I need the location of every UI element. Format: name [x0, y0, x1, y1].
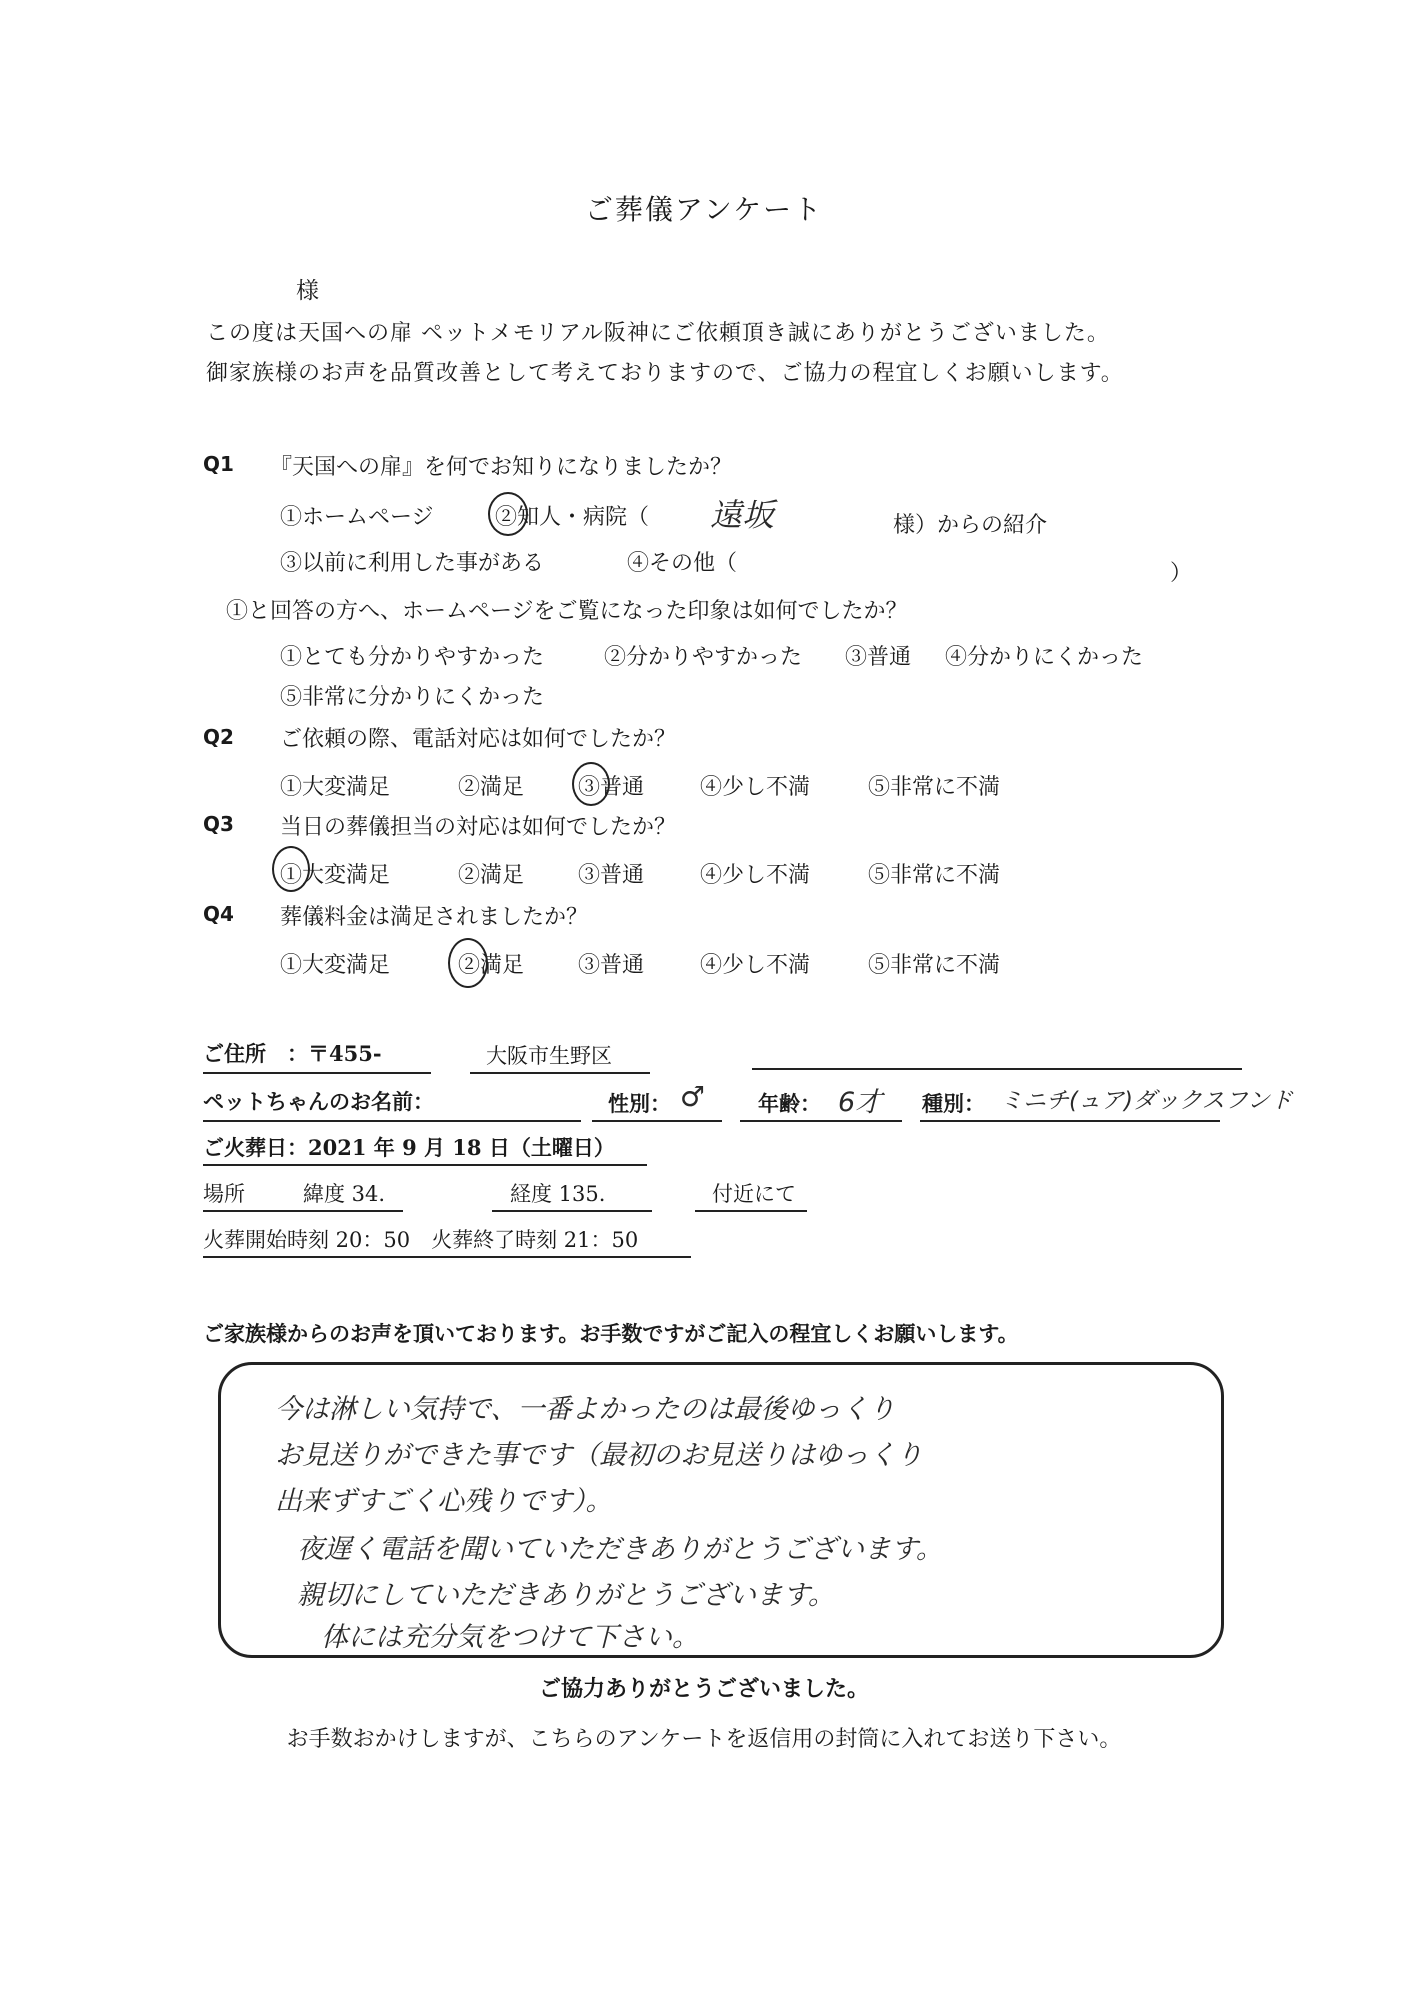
- q4-option-4[interactable]: ④少し不満: [700, 953, 811, 978]
- age-underline: [740, 1120, 902, 1122]
- comment-line-5: 親切にしていただきありがとうございます。: [297, 1580, 835, 1611]
- closing-instruction: お手数おかけしますが、こちらのアンケートを返信用の封筒に入れてお送り下さい。: [286, 1727, 1122, 1752]
- address-value-underline: [470, 1072, 650, 1074]
- q1-sub-option-1[interactable]: ①とても分かりやすかった: [280, 645, 545, 670]
- q1-sub-option-3[interactable]: ③普通: [845, 645, 912, 670]
- q1-number: Q1: [203, 452, 234, 476]
- q2-question: ご依頼の際、電話対応は如何でしたか？: [280, 727, 677, 752]
- q1-option-2[interactable]: ②知人・病院（: [495, 505, 650, 530]
- comment-line-4: 夜遅く電話を聞いていただきありがとうございます。: [297, 1534, 943, 1565]
- breed-value-handwriting[interactable]: ミニチ(ュア)ダックスフンド: [1000, 1088, 1293, 1114]
- breed-underline: [920, 1120, 1220, 1122]
- pet-name-label: ペットちゃんのお名前：: [203, 1089, 434, 1114]
- thanks-message: ご協力ありがとうございました。: [538, 1676, 869, 1702]
- q1-sub-option-4[interactable]: ④分かりにくかった: [945, 645, 1144, 670]
- intro-line-1: この度は天国への扉 ペットメモリアル阪神にご依頼頂き誠にありがとうございました。: [206, 321, 1110, 346]
- comment-line-3: 出来ずすごく心残りです）。: [275, 1486, 613, 1517]
- q3-option-5[interactable]: ⑤非常に不満: [868, 863, 1001, 888]
- salutation: 様: [296, 278, 319, 304]
- q2-option-5[interactable]: ⑤非常に不満: [868, 775, 1001, 800]
- q2-option-2[interactable]: ②満足: [458, 775, 525, 800]
- age-label: 年齢：: [758, 1091, 821, 1116]
- nearby-underline: [695, 1210, 807, 1212]
- form-title: ご葬儀アンケート: [584, 193, 824, 226]
- comments-prompt: ご家族様からのお声を頂いております。お手数ですがご記入の程宜しくお願いします。: [203, 1321, 1019, 1346]
- q1-sub-question: ①と回答の方へ、ホームページをご覧になった印象は如何でしたか？: [226, 599, 908, 624]
- q4-option-2[interactable]: ②満足: [458, 953, 525, 978]
- comment-line-1: 今は淋しい気持で、一番よかったのは最後ゆっくり: [275, 1394, 896, 1425]
- q2-option-3[interactable]: ③普通: [578, 775, 645, 800]
- nearby-text: 付近にて: [712, 1182, 796, 1206]
- q1-option-4-close: ）: [1170, 561, 1193, 586]
- q1-option-1[interactable]: ①ホームページ: [280, 505, 434, 530]
- q4-option-3[interactable]: ③普通: [578, 953, 645, 978]
- q4-option-5[interactable]: ⑤非常に不満: [868, 953, 1001, 978]
- comment-line-2: お見送りができた事です（最初のお見送りはゆっくり: [275, 1440, 923, 1471]
- q4-selection-circle: [448, 938, 488, 988]
- q1-option-4[interactable]: ④その他（: [627, 551, 738, 576]
- q1-sub-option-2[interactable]: ②分かりやすかった: [604, 645, 803, 670]
- breed-label: 種別：: [922, 1091, 985, 1116]
- address-label-underline: [203, 1072, 431, 1074]
- q4-number: Q4: [203, 902, 234, 926]
- q3-option-1[interactable]: ①大変満足: [280, 863, 391, 888]
- age-value-handwriting[interactable]: 6才: [838, 1087, 883, 1118]
- q1-referrer-handwriting: 遠坂: [710, 496, 775, 534]
- q3-selection-circle: [272, 846, 310, 892]
- place-label: 場所: [203, 1182, 245, 1206]
- q3-option-4[interactable]: ④少し不満: [700, 863, 811, 888]
- comments-box[interactable]: [218, 1362, 1224, 1658]
- q1-selection-circle: [488, 492, 528, 536]
- cremation-date: ご火葬日：2021 年 9 月 18 日（土曜日）: [203, 1135, 615, 1160]
- latitude: 緯度 34.: [303, 1182, 386, 1206]
- cremation-times: 火葬開始時刻 20：50 火葬終了時刻 21：50: [203, 1228, 639, 1252]
- address-label: ご住所 ：〒455-: [203, 1041, 382, 1066]
- comment-line-6: 体には充分気をつけて下さい。: [321, 1622, 699, 1653]
- longitude: 経度 135.: [510, 1182, 606, 1206]
- cremation-date-underline: [203, 1164, 647, 1166]
- q1-option-2-suffix: 様）からの紹介: [893, 513, 1048, 538]
- q3-number: Q3: [203, 812, 234, 836]
- pet-name-underline: [203, 1120, 581, 1122]
- intro-line-2: 御家族様のお声を品質改善として考えておりますので、ご協力の程宜しくお願いします。: [206, 361, 1124, 386]
- cremation-times-underline: [203, 1256, 691, 1258]
- address-extra-underline: [752, 1068, 1242, 1070]
- latitude-underline: [203, 1210, 403, 1212]
- q1-option-3[interactable]: ③以前に利用した事がある: [280, 551, 545, 576]
- q3-option-2[interactable]: ②満足: [458, 863, 525, 888]
- q2-option-1[interactable]: ①大変満足: [280, 775, 391, 800]
- q4-option-1[interactable]: ①大変満足: [280, 953, 391, 978]
- q1-question: 『天国への扉』を何でお知りになりましたか？: [270, 455, 733, 480]
- q2-selection-circle: [572, 762, 610, 806]
- sex-value-handwriting[interactable]: ♂: [680, 1080, 706, 1113]
- address-value[interactable]: 大阪市生野区: [486, 1044, 612, 1068]
- longitude-underline: [492, 1210, 652, 1212]
- q3-question: 当日の葬儀担当の対応は如何でしたか？: [280, 815, 677, 840]
- q3-option-3[interactable]: ③普通: [578, 863, 645, 888]
- q1-sub-option-5[interactable]: ⑤非常に分かりにくかった: [280, 685, 545, 710]
- sex-underline: [592, 1120, 722, 1122]
- sex-label: 性別：: [608, 1091, 671, 1116]
- q2-number: Q2: [203, 725, 234, 749]
- q4-question: 葬儀料金は満足されましたか？: [280, 905, 589, 930]
- q2-option-4[interactable]: ④少し不満: [700, 775, 811, 800]
